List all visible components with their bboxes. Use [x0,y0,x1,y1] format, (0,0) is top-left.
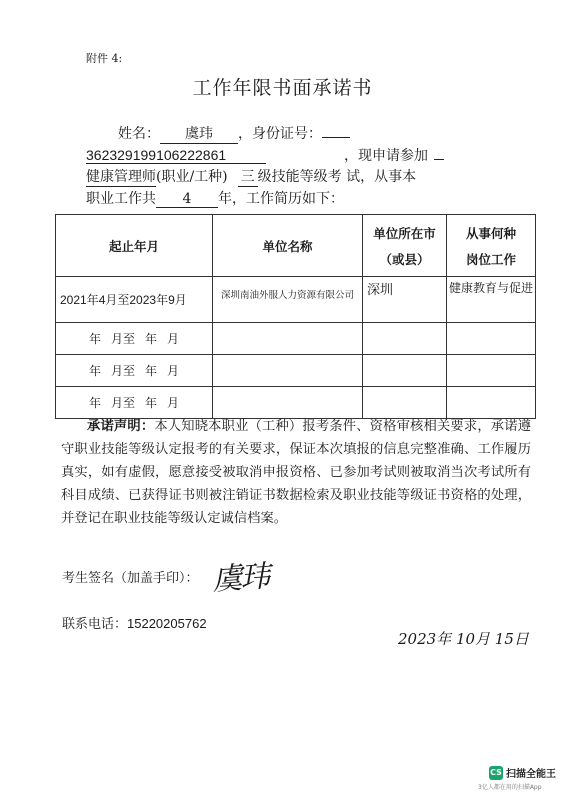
row-post [447,355,536,387]
table-row [56,323,536,355]
row-unit [213,355,363,387]
occupation-suffix: (职业/工种) [156,169,228,185]
id-line [86,145,444,165]
scanner-logo-icon: CS [489,766,503,780]
id-blank [322,137,350,138]
page-title: 工作年限书面承诺书 [192,77,373,99]
header-unit: 单位名称 [213,215,363,277]
row-unit [213,323,363,355]
row-post [447,323,536,355]
apply-blank [434,159,444,160]
level-value: 三 [238,166,258,187]
header-post-line1: 从事何种 [465,226,516,241]
handwritten-signature: 虞玮 [211,559,270,598]
statement-label: 承诺声明： [87,419,155,434]
years-value: 4 [156,191,218,208]
occupation-value: 健康管理师 [86,166,156,187]
header-period: 起止年月 [56,215,213,277]
row-unit [213,387,363,419]
row-period: 年 月至 年 月 [56,387,213,419]
name-line [118,123,350,144]
row-period: 年 月至 年 月 [56,355,213,387]
header-post [447,215,536,277]
row-post: 健康教育与促进 [447,277,536,323]
row-period: 年 月至 年 月 [56,323,213,355]
table-header-row [56,215,536,277]
years-suffix: 年，工作简历如下： [218,191,344,207]
id-value: 362329199106222861 [86,147,266,164]
attachment-label: 附件 4: [86,52,123,65]
work-history-table [55,214,536,419]
phone-value: 15220205762 [127,616,207,631]
row-city [363,355,447,387]
level-suffix: 级技能等级考 试，从事本 [257,169,417,185]
name-value: 虞玮 [160,123,238,144]
phone-line [62,613,207,632]
header-post-line2: 岗位工作 [465,252,516,267]
table-row [56,277,536,323]
row-post [447,387,536,419]
row-unit: 深圳南油外服人力资源有限公司 [213,277,363,323]
row-city [363,323,447,355]
name-label: 姓名： [118,126,160,142]
phone-label: 联系电话： [62,617,128,632]
scanner-app-name: 扫描全能王 [506,769,556,780]
row-city: 深圳 [363,277,447,323]
row-city [363,387,447,419]
row-period: 2021年4月至2023年9月 [56,277,213,323]
signature-label: 考生签名（加盖手印）： [62,571,199,586]
years-prefix: 职业工作共 [86,191,156,207]
apply-label: ，现申请参加 [344,148,428,164]
occupation-line [86,166,416,187]
table-row [56,387,536,419]
statement-text: 本人知晓本职业（工种）报考条件、资格审核相关要求，承诺遵守职业技能等级认定报考的有关要求，保证本次填报的信息完整准确、工作履历真实，如有虚假，愿意接受被取消申报资格、已参加考试则被取消当次考试所有科目成绩、已获得证书则被注销证书数据检索及职业技能等级证书资格的处理，并登记在职业技能等级认定诚信档案。 [61,419,532,526]
id-label: ，身份证号： [238,126,322,142]
table-row [56,355,536,387]
header-city-line1: 单位所在市 [373,226,436,241]
signed-date: 2023年 10月 15日 [398,630,529,648]
commitment-statement [61,415,531,530]
scanner-tagline: 3亿人都在用的扫描App [478,784,542,791]
years-line [86,188,344,208]
header-city-line2: （或县） [379,252,430,267]
header-city [363,215,447,277]
